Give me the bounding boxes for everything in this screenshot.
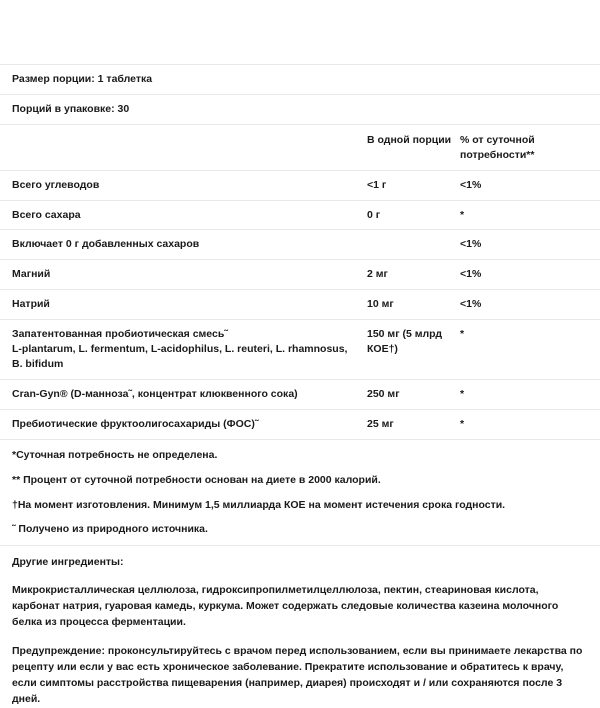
other-ingredients-title: Другие ингредиенты:: [12, 556, 124, 569]
row-nutrient-name: Натрий: [12, 298, 50, 311]
header-daily-value: % от суточной потребности**: [460, 133, 535, 161]
row-amount: 250 мг: [367, 387, 400, 400]
table-row: [0, 289, 600, 319]
table-row: [0, 409, 600, 439]
table-row: [0, 229, 600, 259]
footnote-daily-value-not-established: *Суточная потребность не определена.: [12, 448, 218, 461]
servings-per-container-row: [0, 94, 600, 124]
blend-title: Запатентованная пробиотическая смесь˜: [12, 328, 228, 341]
row-nutrient-name: Пребиотические фруктоолигосахариды (ФОС)˜: [12, 417, 259, 430]
row-nutrient-name: Всего сахара: [12, 208, 81, 221]
row-nutrient-name: Включает 0 г добавленных сахаров: [12, 238, 200, 251]
row-nutrient-name: Магний: [12, 268, 51, 281]
row-amount: 2 мг: [367, 268, 388, 281]
row-daily-value: *: [460, 328, 465, 341]
row-amount: 10 мг: [367, 298, 394, 311]
serving-size-text: Размер порции: 1 таблетка: [12, 73, 153, 85]
row-amount: 150 мг (5 млрд КОЕ†): [367, 328, 443, 356]
table-row-probiotic-blend: [0, 319, 600, 379]
table-row: [0, 170, 600, 200]
top-spacer: [0, 0, 600, 64]
footnotes-section: [0, 439, 600, 546]
table-header-row: [0, 124, 600, 170]
row-daily-value: <1%: [460, 298, 482, 311]
row-daily-value: *: [460, 387, 465, 400]
table-row: [0, 379, 600, 409]
row-amount: 25 мг: [367, 417, 394, 430]
row-daily-value: *: [460, 208, 465, 221]
table-row: [0, 200, 600, 230]
row-daily-value: <1%: [460, 178, 482, 191]
row-daily-value: <1%: [460, 268, 482, 281]
table-row: [0, 259, 600, 289]
header-amount-per-serving: В одной порции: [367, 133, 452, 146]
other-ingredients-section: [0, 545, 600, 708]
serving-size-row: [0, 64, 600, 94]
footnote-cfu-at-manufacture: †На момент изготовления. Минимум 1,5 миллиарда КОЕ на момент истечения срока годности.: [12, 498, 506, 511]
other-ingredients-text: Микрокристаллическая целлюлоза, гидроксипропилметилцеллюлоза, пектин, стеариновая кислота, карбонат натрия, гуаровая камедь, куркума. Может содержать следовые количества казеина молочного белка из процесса ферментации.: [12, 584, 559, 629]
warning-text: Предупреждение: проконсультируйтесь с врачом перед использованием, если вы принимаете лекарства по рецепту или если у вас есть хроническое заболевание. Прекратите использование и обратитесь к врачу, если симптомы расстройства пищеварения (например, диарея) происходят и / или сохраняются после 3 дней.: [12, 645, 583, 705]
row-amount: 0 г: [367, 208, 381, 221]
row-nutrient-name-group: [12, 327, 367, 372]
footnote-percent-daily-value-basis: ** Процент от суточной потребности основан на диете в 2000 калорий.: [12, 473, 381, 486]
servings-per-container-text: Порций в упаковке: 30: [12, 102, 130, 115]
row-amount: <1 г: [367, 178, 387, 191]
row-daily-value: <1%: [460, 238, 482, 251]
row-daily-value: *: [460, 417, 465, 430]
row-nutrient-name: Cran-Gyn® (D-манноза˜, концентрат клюквенного сока): [12, 387, 298, 400]
row-nutrient-name: Всего углеводов: [12, 178, 100, 191]
footnote-natural-source: ˜ Получено из природного источника.: [12, 523, 208, 536]
blend-strains: L-plantarum, L. fermentum, L-acidophilus, L. reuteri, L. rhamnosus, B. bifidum: [12, 343, 348, 370]
